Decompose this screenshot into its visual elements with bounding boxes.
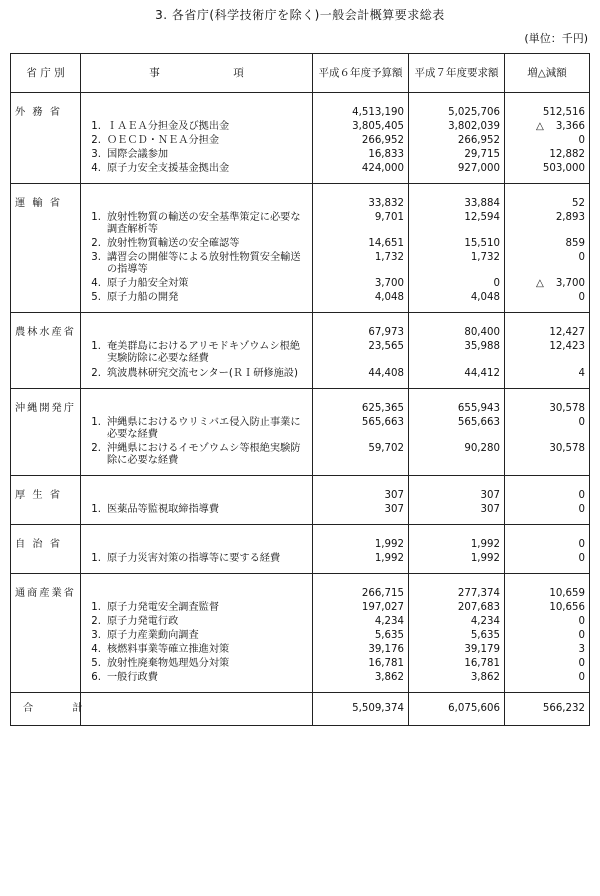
diff-total: 30,578 bbox=[505, 388, 590, 416]
item-row bbox=[11, 367, 590, 389]
header-diff: 増△減額 bbox=[505, 54, 590, 93]
fy7-value: 5,635 bbox=[409, 629, 505, 643]
fy7-value: 90,280 bbox=[409, 442, 505, 476]
item-name: 原子力船安全対策 bbox=[107, 278, 189, 290]
item-cell bbox=[81, 148, 313, 162]
ministry-name: 農林水産省 bbox=[11, 313, 81, 388]
diff-value bbox=[505, 671, 590, 693]
budget-body bbox=[11, 93, 590, 726]
diff-value bbox=[505, 277, 590, 291]
budget-table bbox=[10, 53, 590, 726]
unit-label: (単位：千円) bbox=[524, 32, 588, 45]
fy7-value: 3,862 bbox=[409, 671, 505, 693]
diff-value bbox=[505, 643, 590, 657]
item-row bbox=[11, 251, 590, 277]
item-name: 沖縄県におけるウリミバエ侵入防止事業に必要な経費 bbox=[107, 416, 301, 440]
item-name: 講習会の開催等による放射性物質安全輸送の指導等 bbox=[107, 252, 301, 276]
item-cell bbox=[81, 671, 313, 693]
item-row bbox=[11, 503, 590, 525]
diff-value bbox=[505, 237, 590, 251]
diff-value bbox=[505, 442, 590, 476]
fy6-value: 424,000 bbox=[313, 162, 409, 184]
item-line bbox=[85, 252, 308, 276]
diff-amount: 0 bbox=[578, 416, 585, 428]
item-number: 2. bbox=[91, 442, 101, 454]
diff-amount: 2,893 bbox=[555, 212, 585, 224]
ministry-total-label bbox=[81, 184, 313, 212]
diff-value bbox=[505, 503, 590, 525]
fy6-total: 33,832 bbox=[313, 184, 409, 212]
item-row bbox=[11, 671, 590, 693]
item-cell bbox=[81, 134, 313, 148]
item-line bbox=[85, 238, 308, 250]
item-row bbox=[11, 120, 590, 134]
fy7-total: 33,884 bbox=[409, 184, 505, 212]
ministry-name: 運 輸 省 bbox=[11, 184, 81, 313]
item-number: 4. bbox=[91, 278, 101, 290]
fy6-total: 67,973 bbox=[313, 313, 409, 341]
diff-total: 0 bbox=[505, 524, 590, 552]
decrease-mark: △ bbox=[535, 121, 544, 133]
diff-value bbox=[505, 291, 590, 313]
decrease-mark: △ bbox=[535, 278, 544, 290]
item-line bbox=[85, 644, 308, 656]
diff-value bbox=[505, 552, 590, 574]
item-line bbox=[85, 135, 308, 147]
fy6-value: 5,635 bbox=[313, 629, 409, 643]
item-cell bbox=[81, 291, 313, 313]
fy6-value: 14,651 bbox=[313, 237, 409, 251]
fy6-value: 16,781 bbox=[313, 657, 409, 671]
grand-total-fy6: 5,509,374 bbox=[313, 693, 409, 726]
item-row bbox=[11, 552, 590, 574]
diff-value bbox=[505, 416, 590, 442]
fy6-value: 197,027 bbox=[313, 601, 409, 615]
ministry-total-row bbox=[11, 93, 590, 121]
item-line bbox=[85, 341, 308, 365]
fy7-value: 266,952 bbox=[409, 134, 505, 148]
fy7-total: 277,374 bbox=[409, 573, 505, 601]
fy7-total: 80,400 bbox=[409, 313, 505, 341]
item-number: 1. bbox=[91, 503, 101, 515]
fy6-value: 1,992 bbox=[313, 552, 409, 574]
item-cell bbox=[81, 120, 313, 134]
fy6-total: 1,992 bbox=[313, 524, 409, 552]
ministry-total-row bbox=[11, 388, 590, 416]
item-number: 4. bbox=[91, 643, 101, 655]
item-cell bbox=[81, 367, 313, 389]
diff-total: 0 bbox=[505, 475, 590, 503]
item-number: 6. bbox=[91, 672, 101, 683]
fy7-value: 16,781 bbox=[409, 657, 505, 671]
fy6-value: 9,701 bbox=[313, 211, 409, 237]
item-line bbox=[85, 553, 308, 565]
item-number: 5. bbox=[91, 657, 101, 669]
item-name: 一般行政費 bbox=[107, 672, 158, 683]
header-fy7: 平成７年度要求額 bbox=[409, 54, 505, 93]
diff-total: 512,516 bbox=[505, 93, 590, 121]
diff-amount: 0 bbox=[578, 292, 585, 304]
diff-amount: 0 bbox=[578, 135, 585, 147]
diff-amount: 0 bbox=[578, 552, 585, 564]
diff-amount: 859 bbox=[565, 238, 585, 250]
item-cell bbox=[81, 237, 313, 251]
item-row bbox=[11, 291, 590, 313]
item-name: 国際会議参加 bbox=[107, 149, 169, 161]
fy7-value: 307 bbox=[409, 503, 505, 525]
fy6-value: 59,702 bbox=[313, 442, 409, 476]
item-cell bbox=[81, 211, 313, 237]
item-cell bbox=[81, 442, 313, 476]
diff-total: 12,427 bbox=[505, 313, 590, 341]
item-line bbox=[85, 504, 308, 516]
item-number: 3. bbox=[91, 149, 101, 161]
ministry-total-label bbox=[81, 313, 313, 341]
ministry-total-row bbox=[11, 573, 590, 601]
fy6-value: 3,700 bbox=[313, 277, 409, 291]
item-line bbox=[85, 602, 308, 614]
item-number: 3. bbox=[91, 252, 101, 264]
item-name: ＩＡＥＡ分担金及び拠出金 bbox=[107, 121, 230, 133]
diff-total: 52 bbox=[505, 184, 590, 212]
item-line bbox=[85, 292, 308, 304]
diff-amount: 0 bbox=[578, 629, 585, 641]
fy6-total: 307 bbox=[313, 475, 409, 503]
item-number: 1. bbox=[91, 601, 101, 613]
item-number: 2. bbox=[91, 367, 101, 379]
header-fy6: 平成６年度予算額 bbox=[313, 54, 409, 93]
item-number: 4. bbox=[91, 163, 101, 175]
item-line bbox=[85, 212, 308, 236]
header-ministry: 省 庁 別 bbox=[11, 54, 81, 93]
fy6-value: 39,176 bbox=[313, 643, 409, 657]
item-line bbox=[85, 121, 308, 133]
fy7-value: 207,683 bbox=[409, 601, 505, 615]
item-name: 原子力船の開発 bbox=[107, 292, 179, 304]
ministry-total-row bbox=[11, 184, 590, 212]
ministry-total-row bbox=[11, 475, 590, 503]
item-name: 医薬品等監視取締指導費 bbox=[107, 503, 220, 515]
fy7-value: 12,594 bbox=[409, 211, 505, 237]
item-number: 1. bbox=[91, 121, 101, 133]
fy6-value: 565,663 bbox=[313, 416, 409, 442]
item-name: 原子力災害対策の指導等に要する経費 bbox=[107, 552, 281, 564]
item-name: 原子力安全支援基金拠出金 bbox=[107, 163, 230, 175]
fy7-value: 15,510 bbox=[409, 237, 505, 251]
item-row bbox=[11, 134, 590, 148]
diff-value bbox=[505, 657, 590, 671]
diff-value bbox=[505, 251, 590, 277]
fy7-value: 1,992 bbox=[409, 552, 505, 574]
fy7-value: 29,715 bbox=[409, 148, 505, 162]
item-row bbox=[11, 657, 590, 671]
fy7-total: 1,992 bbox=[409, 524, 505, 552]
item-cell bbox=[81, 629, 313, 643]
diff-amount: 0 bbox=[578, 615, 585, 627]
item-cell bbox=[81, 416, 313, 442]
item-name: 原子力発電安全調査監督 bbox=[107, 601, 220, 613]
fy6-value: 4,048 bbox=[313, 291, 409, 313]
item-row bbox=[11, 643, 590, 657]
ministry-total-row bbox=[11, 524, 590, 552]
item-row bbox=[11, 237, 590, 251]
fy6-value: 3,862 bbox=[313, 671, 409, 693]
item-row bbox=[11, 162, 590, 184]
diff-amount: 12,423 bbox=[549, 341, 585, 353]
item-line bbox=[85, 149, 308, 161]
fy7-total: 655,943 bbox=[409, 388, 505, 416]
ministry-name: 沖縄開発庁 bbox=[11, 388, 81, 475]
item-name: 放射性物質の輸送の安全基準策定に必要な調査解析等 bbox=[107, 212, 301, 236]
diff-amount: 3,366 bbox=[555, 121, 585, 133]
grand-total-fy7: 6,075,606 bbox=[409, 693, 505, 726]
item-line bbox=[85, 278, 308, 290]
item-name: 奄美群島におけるアリモドキゾウムシ根絶実験防除に必要な経費 bbox=[107, 341, 301, 365]
diff-amount: 12,882 bbox=[549, 149, 585, 161]
header-row bbox=[11, 54, 590, 93]
item-number: 5. bbox=[91, 292, 101, 304]
diff-amount: 0 bbox=[578, 252, 585, 264]
fy6-value: 4,234 bbox=[313, 615, 409, 629]
item-cell bbox=[81, 503, 313, 525]
fy6-total: 625,365 bbox=[313, 388, 409, 416]
item-number: 3. bbox=[91, 629, 101, 641]
item-row bbox=[11, 340, 590, 366]
item-number: 2. bbox=[91, 615, 101, 627]
header-item: 事 項 bbox=[81, 54, 313, 93]
grand-total-blank bbox=[81, 693, 313, 726]
fy7-value: 1,732 bbox=[409, 251, 505, 277]
ministry-name: 厚 生 省 bbox=[11, 475, 81, 524]
ministry-total-row bbox=[11, 313, 590, 341]
item-row bbox=[11, 148, 590, 162]
item-row bbox=[11, 615, 590, 629]
fy6-value: 3,805,405 bbox=[313, 120, 409, 134]
fy7-total: 5,025,706 bbox=[409, 93, 505, 121]
item-row bbox=[11, 416, 590, 442]
item-cell bbox=[81, 552, 313, 574]
fy6-value: 16,833 bbox=[313, 148, 409, 162]
diff-value bbox=[505, 601, 590, 615]
item-line bbox=[85, 443, 308, 467]
item-line bbox=[85, 417, 308, 441]
fy6-value: 1,732 bbox=[313, 251, 409, 277]
item-cell bbox=[81, 643, 313, 657]
item-number: 2. bbox=[91, 135, 101, 147]
diff-amount: 3,700 bbox=[555, 278, 585, 290]
fy7-value: 44,412 bbox=[409, 367, 505, 389]
diff-amount: 0 bbox=[578, 503, 585, 515]
grand-total-row bbox=[11, 693, 590, 726]
ministry-total-label bbox=[81, 388, 313, 416]
item-cell bbox=[81, 162, 313, 184]
diff-amount: 503,000 bbox=[542, 163, 585, 175]
item-name: 原子力産業動向調査 bbox=[107, 629, 199, 641]
item-line bbox=[85, 163, 308, 175]
item-line bbox=[85, 658, 308, 670]
fy7-value: 565,663 bbox=[409, 416, 505, 442]
diff-amount: 0 bbox=[578, 657, 585, 669]
fy7-value: 39,179 bbox=[409, 643, 505, 657]
diff-value bbox=[505, 340, 590, 366]
diff-value bbox=[505, 615, 590, 629]
diff-value bbox=[505, 367, 590, 389]
item-cell bbox=[81, 657, 313, 671]
item-name: 放射性廃棄物処理処分対策 bbox=[107, 657, 230, 669]
item-name: ＯＥＣＤ・ＮＥＡ分担金 bbox=[107, 135, 220, 147]
ministry-total-label bbox=[81, 475, 313, 503]
item-number: 1. bbox=[91, 552, 101, 564]
fy6-total: 4,513,190 bbox=[313, 93, 409, 121]
diff-value bbox=[505, 629, 590, 643]
diff-value bbox=[505, 148, 590, 162]
ministry-total-label bbox=[81, 524, 313, 552]
fy6-total: 266,715 bbox=[313, 573, 409, 601]
item-line bbox=[85, 368, 308, 380]
item-cell bbox=[81, 340, 313, 366]
fy6-value: 44,408 bbox=[313, 367, 409, 389]
fy7-value: 4,234 bbox=[409, 615, 505, 629]
item-cell bbox=[81, 601, 313, 615]
diff-total: 10,659 bbox=[505, 573, 590, 601]
diff-amount: 3 bbox=[578, 643, 585, 655]
item-row bbox=[11, 629, 590, 643]
item-cell bbox=[81, 277, 313, 291]
fy6-value: 23,565 bbox=[313, 340, 409, 366]
ministry-name: 通商産業省 bbox=[11, 573, 81, 692]
item-number: 2. bbox=[91, 238, 101, 250]
fy7-total: 307 bbox=[409, 475, 505, 503]
diff-value bbox=[505, 162, 590, 184]
fy7-value: 35,988 bbox=[409, 340, 505, 366]
item-line bbox=[85, 672, 308, 684]
fy7-value: 927,000 bbox=[409, 162, 505, 184]
item-name: 核燃料事業等確立推進対策 bbox=[107, 643, 230, 655]
item-row bbox=[11, 211, 590, 237]
item-row bbox=[11, 277, 590, 291]
item-cell bbox=[81, 251, 313, 277]
diff-value bbox=[505, 134, 590, 148]
diff-value bbox=[505, 120, 590, 134]
fy7-value: 0 bbox=[409, 277, 505, 291]
ministry-name: 自 治 省 bbox=[11, 524, 81, 573]
item-name: 放射性物質輸送の安全確認等 bbox=[107, 238, 240, 250]
item-row bbox=[11, 601, 590, 615]
item-number: 1. bbox=[91, 341, 101, 353]
item-line bbox=[85, 630, 308, 642]
fy6-value: 307 bbox=[313, 503, 409, 525]
ministry-total-label bbox=[81, 93, 313, 121]
fy6-value: 266,952 bbox=[313, 134, 409, 148]
diff-amount: 4 bbox=[578, 367, 585, 379]
diff-amount: 0 bbox=[578, 672, 585, 683]
item-name: 原子力発電行政 bbox=[107, 615, 179, 627]
fy7-value: 3,802,039 bbox=[409, 120, 505, 134]
item-name: 沖縄県におけるイモゾウムシ等根絶実験防除に必要な経費 bbox=[107, 442, 301, 466]
grand-total-diff: 566,232 bbox=[505, 693, 590, 726]
diff-value bbox=[505, 211, 590, 237]
page-title: 3. 各省庁(科学技術庁を除く)一般会計概算要求総表 bbox=[155, 8, 445, 22]
grand-total-label: 合 計 bbox=[11, 693, 81, 726]
item-number: 1. bbox=[91, 212, 101, 224]
ministry-total-label bbox=[81, 573, 313, 601]
item-name: 筑波農林研究交流センター(ＲＩ研修施設) bbox=[107, 367, 298, 379]
item-number: 1. bbox=[91, 416, 101, 428]
item-line bbox=[85, 616, 308, 628]
diff-amount: 30,578 bbox=[549, 442, 585, 454]
ministry-name: 外 務 省 bbox=[11, 93, 81, 184]
item-row bbox=[11, 442, 590, 476]
fy7-value: 4,048 bbox=[409, 291, 505, 313]
diff-amount: 10,656 bbox=[549, 601, 585, 613]
item-cell bbox=[81, 615, 313, 629]
